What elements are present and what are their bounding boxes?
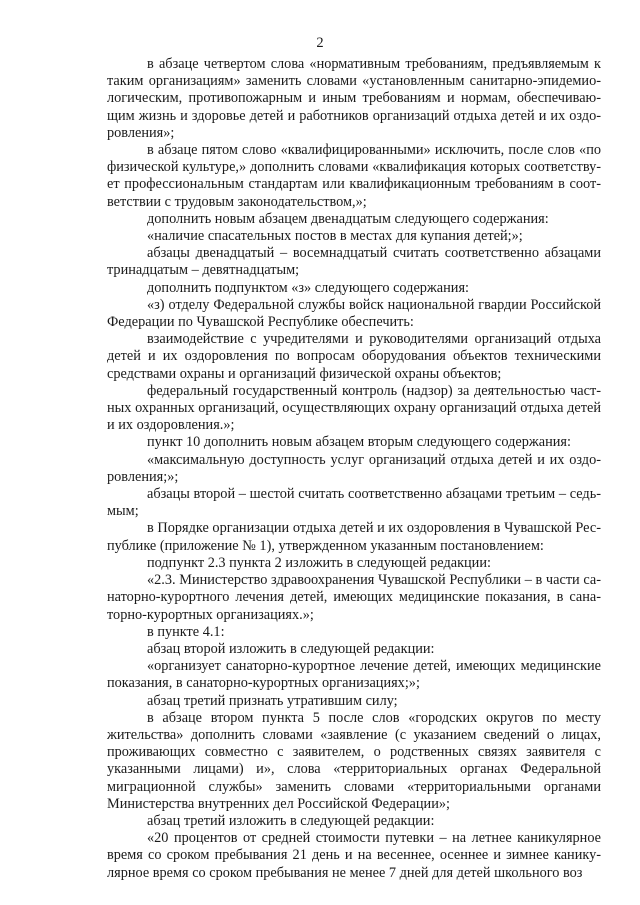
document-body xyxy=(107,56,601,882)
paragraph-6: дополнить подпунктом «з» следующего содержания: xyxy=(147,279,470,296)
paragraph-2: в абзаце пятом слово «квалифицированными» исключить, после слов «по физической культуре,» дополнить словами «квалификация которых соответствует профессиональным стандартам или квалификационным требованиям в соответствии с трудовым законодательством,»; xyxy=(107,142,601,210)
paragraph-20: в абзаце втором пункта 5 после слов «городских округов по месту жительства» дополнить словами «заявление (с указанием сведений о лицах, проживающих совместно с заявителем, о родственных связях заявителя с указанными лицами) и», слова «территориальных органах Федеральной миграционной службы» заменить словами «территориальными органами Министерства внутренних дел Российской Федерации»; xyxy=(107,709,601,812)
paragraph-5: абзацы двенадцатый – восемнадцатый считать соответственно абзацами тринадцатым – девятнадцатым; xyxy=(107,245,601,279)
paragraph-11: «максимальную доступность услуг организаций отдыха детей и их оздоровления;»; xyxy=(107,451,601,485)
paragraph-15: «2.3. Министерство здравоохранения Чувашской Республики – в части санаторно-курортного лечения детей, имеющих медицинские показания, в санаторно-курортных организациях.»; xyxy=(107,572,601,623)
paragraph-18: «организует санаторно-курортное лечение детей, имеющих медицинские показания, в санаторно-курортных организациях;»; xyxy=(107,658,601,692)
paragraph-9: федеральный государственный контроль (надзор) за деятельностью частных охранных организаций, осуществляющих охрану организаций отдыха детей и их оздоровления.»; xyxy=(107,382,601,434)
paragraph-21: абзац третий изложить в следующей редакции: xyxy=(147,812,435,829)
paragraph-1: в абзаце четвертом слова «нормативным требованиям, предъявляемым к таким организациям» заменить словами «установленным санитарно-эпидемиологическим, противопожарным и иным требованиям и нормам, обеспечивающим жизнь и здоровье детей и работников организаций отдыха детей и их оздоровления»; xyxy=(107,56,601,141)
paragraph-10: пункт 10 дополнить новым абзацем вторым следующего содержания: xyxy=(147,434,571,451)
paragraph-22: «20 процентов от средней стоимости путевки – на летнее каникулярное время со сроком пребывания 21 день и на весеннее, осеннее и зимнее каникулярное время со сроком пребывания не менее 7 дней для детей школьного воз xyxy=(107,830,601,881)
paragraph-3: дополнить новым абзацем двенадцатым следующего содержания: xyxy=(147,210,549,227)
paragraph-7: «з) отделу Федеральной службы войск национальной гвардии Российской Федерации по Чувашской Республике обеспечить: xyxy=(107,296,601,331)
paragraph-12: абзацы второй – шестой считать соответственно абзацами третьим – седьмым; xyxy=(107,486,601,520)
paragraph-8: взаимодействие с учредителями и руководителями организаций отдыха детей и их оздоровления по вопросам оборудования объектов техническими средствами охраны и организаций физической охраны объектов; xyxy=(107,331,601,382)
paragraph-4: «наличие спасательных постов в местах для купания детей;»; xyxy=(147,228,523,245)
page-number: 2 xyxy=(316,35,324,51)
paragraph-17: абзац второй изложить в следующей редакции: xyxy=(147,640,435,657)
paragraph-14: подпункт 2.3 пункта 2 изложить в следующей редакции: xyxy=(147,554,491,571)
paragraph-16: в пункте 4.1: xyxy=(147,623,225,640)
paragraph-13: в Порядке организации отдыха детей и их оздоровления в Чувашской Республике (приложение № 1), утвержденном указанным постановлением: xyxy=(107,520,601,554)
paragraph-19: абзац третий признать утратившим силу; xyxy=(147,692,398,709)
